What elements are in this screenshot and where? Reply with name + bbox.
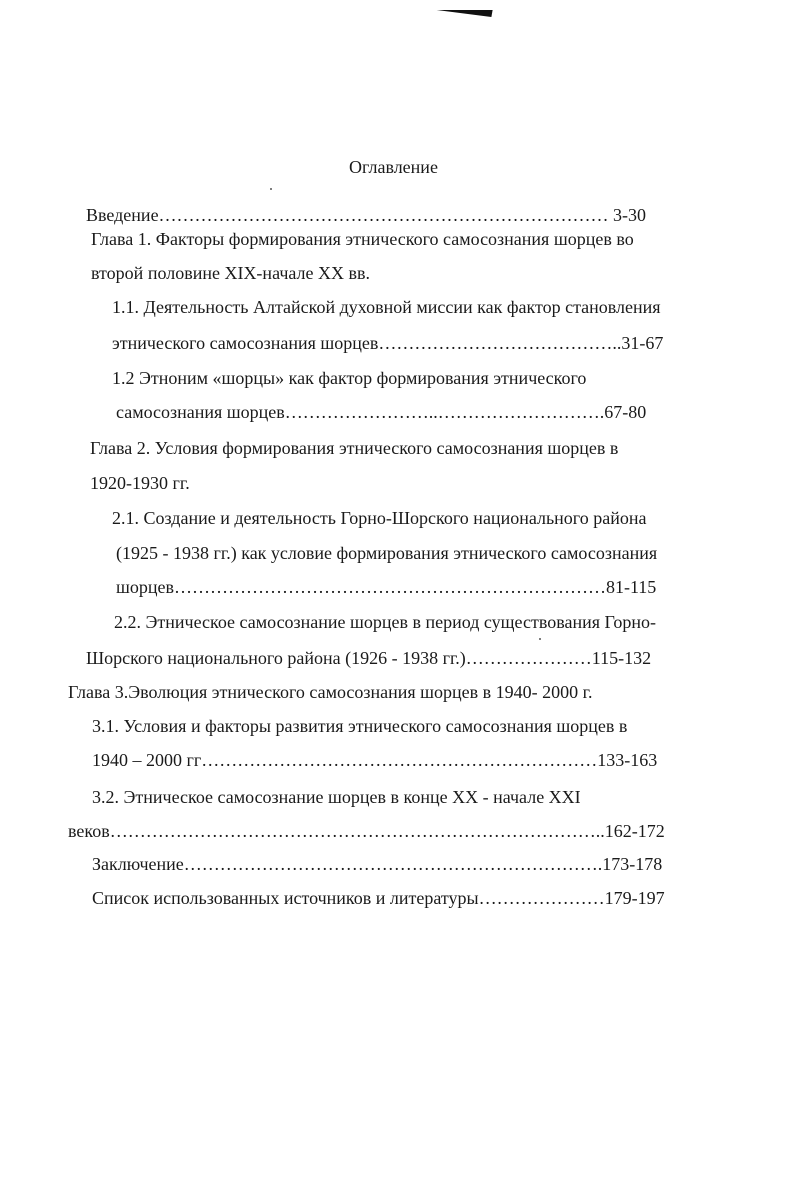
toc-line-chapter-1-cont: второй половине XIX-начале XX вв. [91,263,370,283]
toc-line-introduction: Введение………………………………………………………………… 3-30 [86,205,647,225]
scan-artifact-mark [435,10,492,17]
toc-line-section-3-2: 3.2. Этническое самосознание шорцев в конце XX - начале XXI [92,787,581,807]
toc-line-section-2-1: 2.1. Создание и деятельность Горно-Шорского национального района [112,508,647,528]
toc-line-section-2-2: 2.2. Этническое самосознание шорцев в период существования Горно- [114,612,656,632]
toc-line-section-1-2-cont: самосознания шорцев……………………..……………………….67-80 [116,402,647,422]
scan-speck [539,638,541,640]
toc-line-section-2-1-end: шорцев………………………………………………………………81-115 [116,577,657,597]
toc-line-section-3-1-cont: 1940 – 2000 гг…………………………………………………………133-163 [92,750,658,770]
toc-line-section-2-1-cont: (1925 - 1938 гг.) как условие формирования этнического самосознания [116,543,658,563]
toc-line-chapter-3: Глава 3.Эволюция этнического самосознания шорцев в 1940- 2000 г. [68,682,593,702]
toc-line-conclusion: Заключение…………………………………………………………….173-178 [92,854,663,874]
toc-line-section-3-2-cont: веков………………………………………………………………………..162-172 [68,821,665,841]
toc-line-section-2-2-cont: Шорского национального района (1926 - 1938 гг.)…………………115-132 [86,648,652,668]
toc-title: Оглавление [349,157,438,177]
toc-line-chapter-1: Глава 1. Факторы формирования этнического самосознания шорцев во [91,229,634,249]
toc-line-bibliography: Список использованных источников и литературы…………………179-197 [92,888,665,908]
toc-line-section-1-1-cont: этнического самосознания шорцев…………………………………..31-67 [112,333,664,353]
toc-line-chapter-2-cont: 1920-1930 гг. [90,473,190,493]
scan-speck [270,188,272,190]
toc-line-section-1-2: 1.2 Этноним «шорцы» как фактор формирования этнического [112,368,587,388]
toc-line-section-3-1: 3.1. Условия и факторы развития этнического самосознания шорцев в [92,716,628,736]
toc-line-chapter-2: Глава 2. Условия формирования этнического самосознания шорцев в [90,438,619,458]
toc-line-section-1-1: 1.1. Деятельность Алтайской духовной миссии как фактор становления [112,297,661,317]
